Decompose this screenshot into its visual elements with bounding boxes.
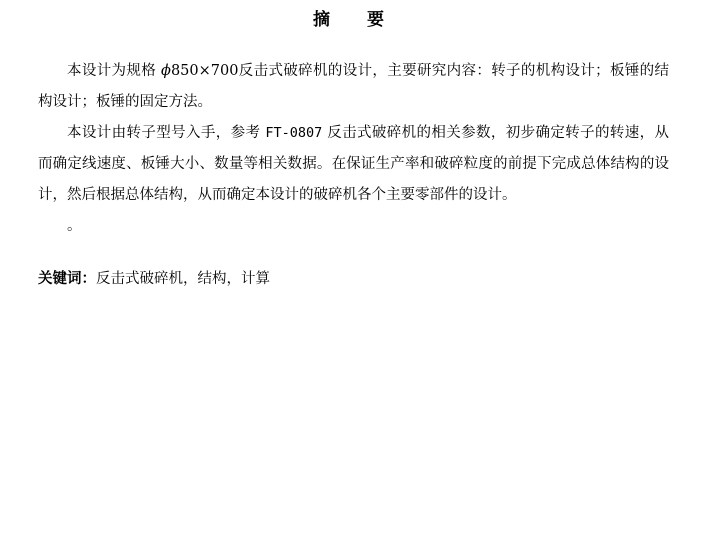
- keywords-line: [38, 264, 669, 295]
- document-page: [0, 6, 707, 538]
- paragraph-1-text-a: 本设计为规格: [67, 63, 162, 79]
- paragraph-1-symbol-phi: ϕ: [161, 63, 171, 79]
- paragraph-1-dimension: 850×700: [170, 63, 239, 79]
- paragraph-1: [38, 56, 669, 118]
- paragraph-2: [38, 118, 669, 211]
- abstract-body: [38, 56, 669, 295]
- paragraph-2-text-a: 本设计由转子型号入手，参考: [67, 125, 266, 141]
- paragraph-3: 。: [67, 218, 82, 234]
- keywords-label: 关键词：: [38, 271, 96, 287]
- paragraph-2-model-code: FT-0807: [265, 125, 323, 141]
- paragraph-2-text-b: 反击式破碎机的相关参数，初步确定转子的转速，从而确定线速度、板锤大小、数量等相关数据。在保证生产率和破碎粒度的前提下完成总体结构的设计，然后根据总体结构，从而确定本设计的破碎机各个主要零部件的设计。: [38, 125, 669, 203]
- keywords-value: 反击式破碎机，结构，计算: [96, 271, 270, 287]
- paragraph-1-text-b: 反击式破碎机的设计，主要研究内容：转子的机构设计；板锤的结构设计；板锤的固定方法。: [38, 63, 670, 110]
- page-title: 摘 要: [313, 10, 394, 30]
